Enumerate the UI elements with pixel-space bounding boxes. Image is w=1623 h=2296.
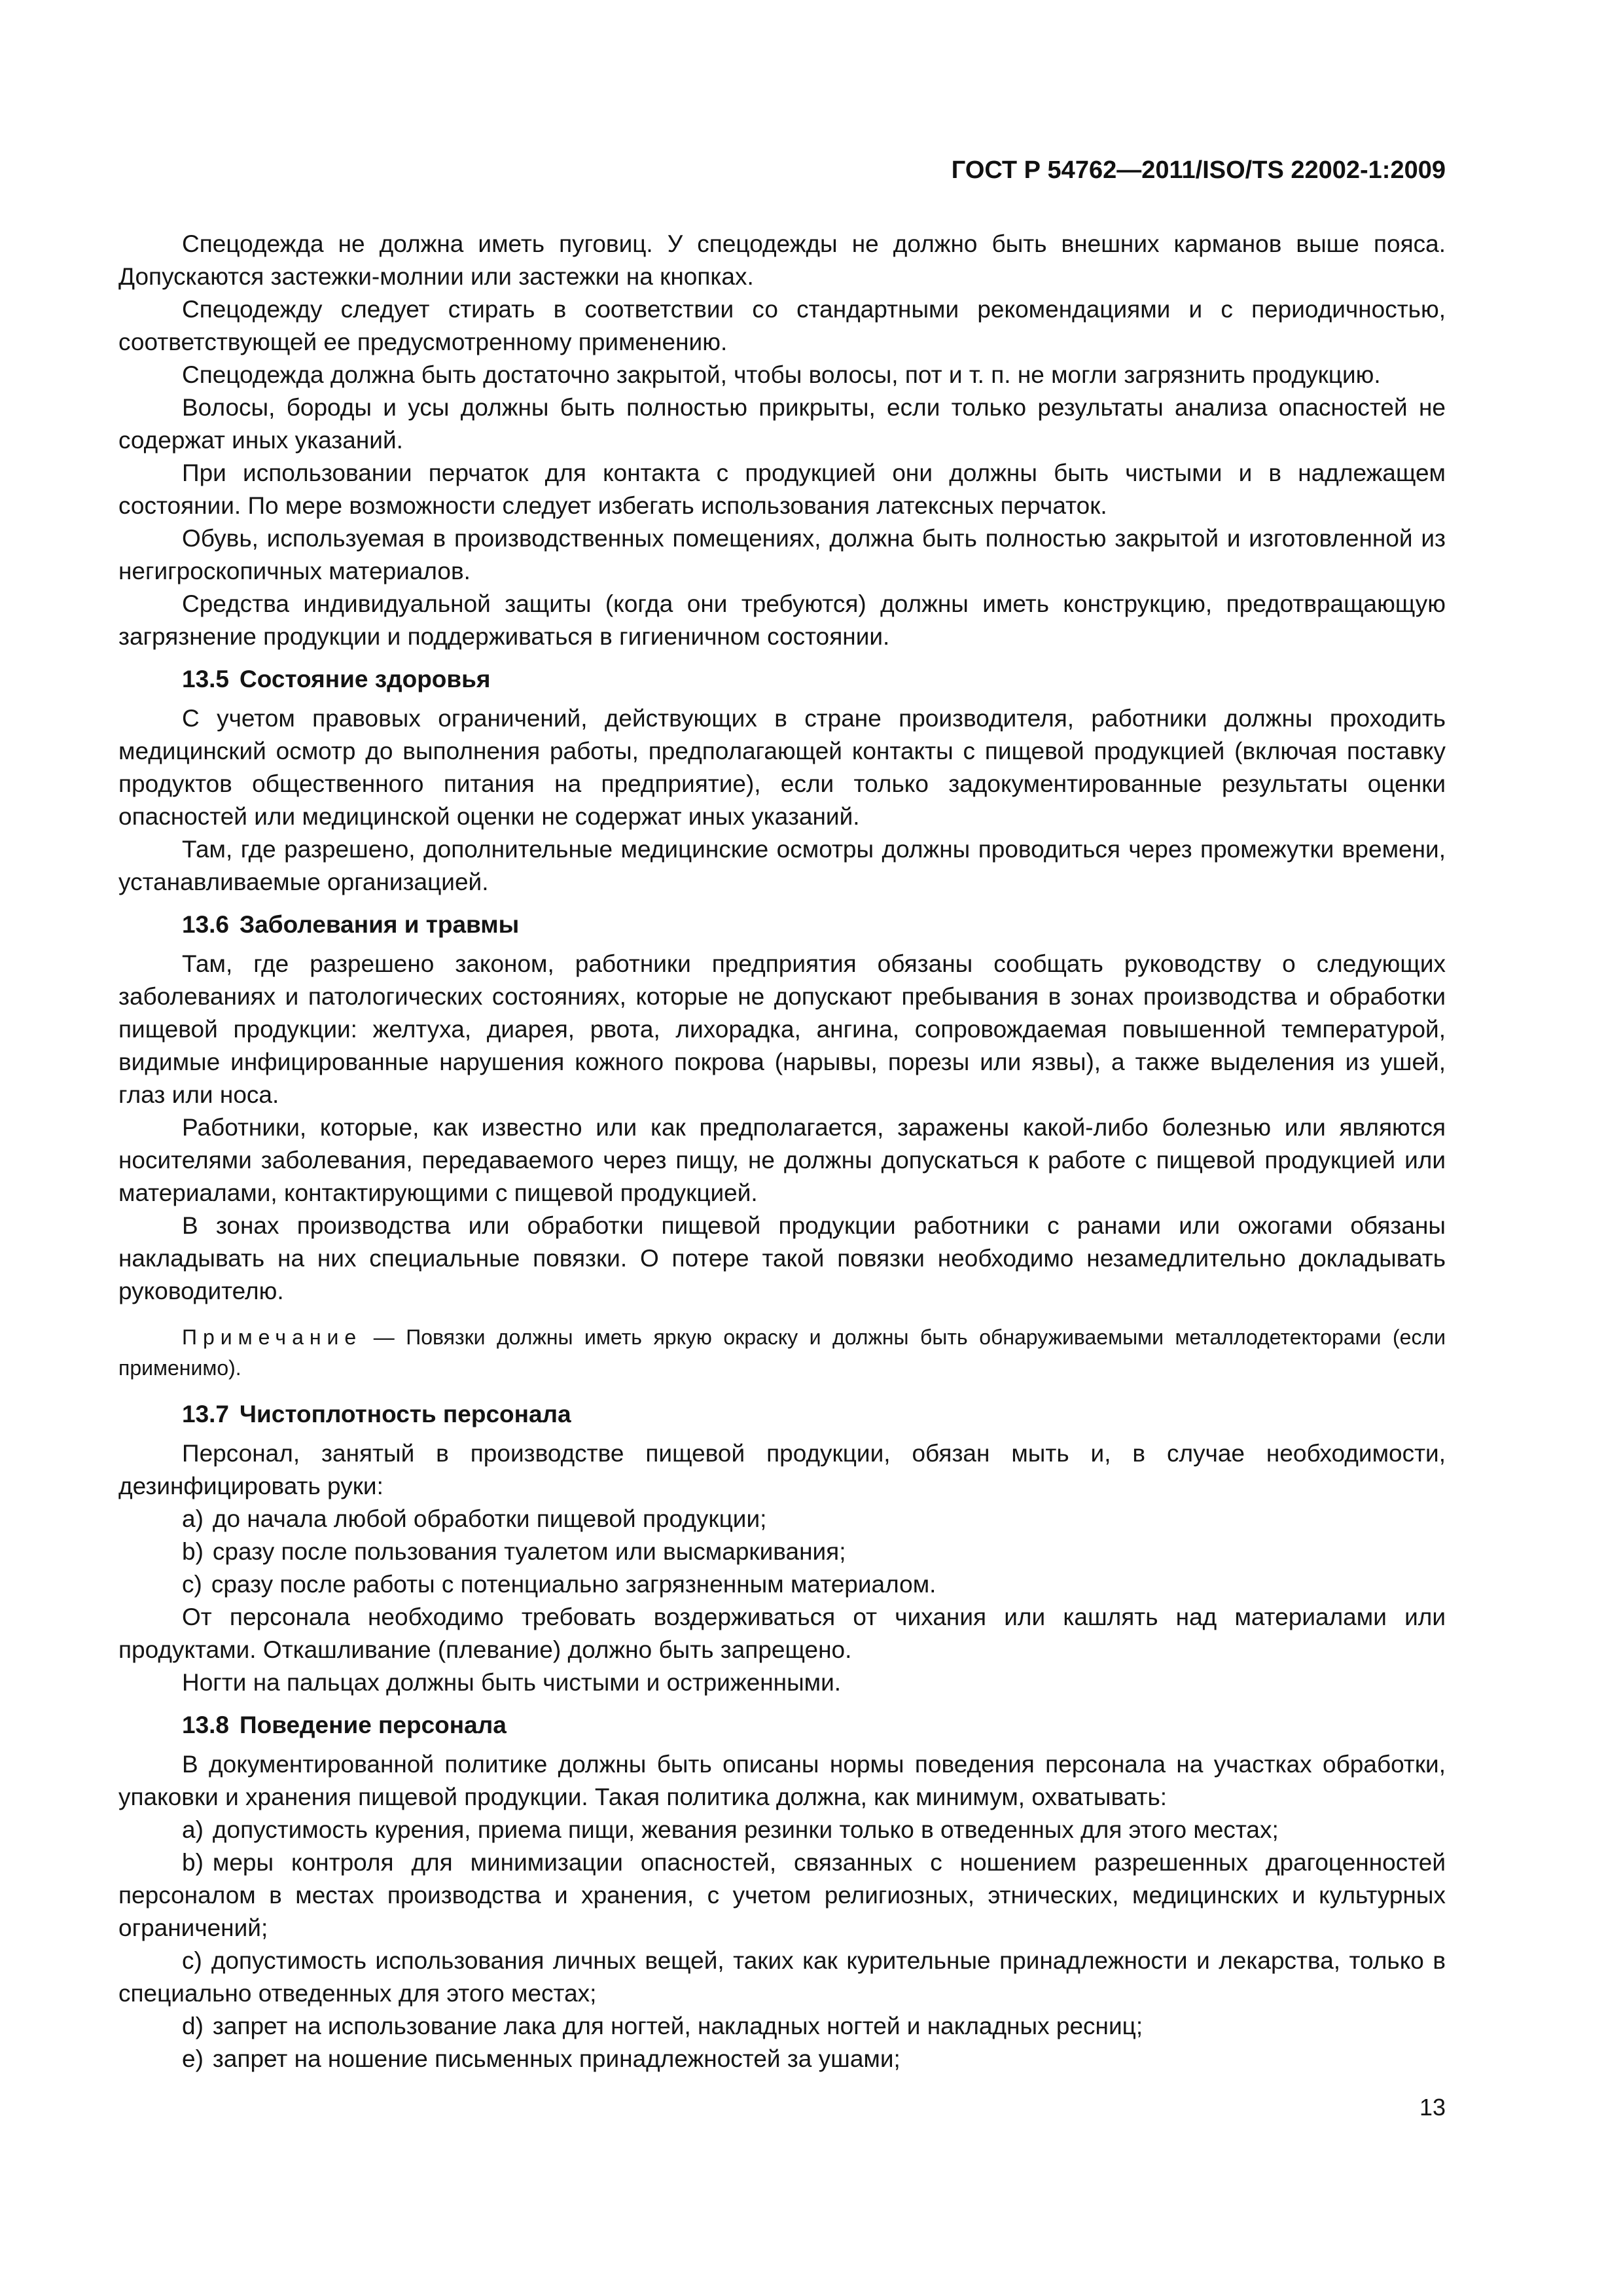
- list-item: [118, 1814, 1446, 1846]
- list-marker: c): [182, 1947, 202, 1974]
- section-title: Заболевания и травмы: [240, 911, 520, 938]
- body-paragraph: В зонах производства или обработки пищевой продукции работники с ранами или ожогами обязаны накладывать на них специальные повязки. О потере такой повязки необходимо незамедлительно докладывать руководителю.: [118, 1212, 1446, 1304]
- list-marker: a): [182, 1505, 204, 1532]
- section-heading-13-5: [118, 663, 1446, 696]
- list-item: [118, 1945, 1446, 2010]
- list-text: допустимость курения, приема пищи, жевания резинки только в отведенных для этого местах;: [212, 1816, 1279, 1843]
- list-text: сразу после работы с потенциально загрязненным материалом.: [211, 1571, 936, 1598]
- list-text: сразу после пользования туалетом или высмаркивания;: [212, 1538, 846, 1565]
- list-text: до начала любой обработки пищевой продукции;: [212, 1505, 767, 1532]
- section-number: 13.7: [182, 1401, 230, 1427]
- body-paragraph: В документированной политике должны быть описаны нормы поведения персонала на участках обработки, упаковки и хранения пищевой продукции. Такая политика должна, как минимум, охватывать:: [118, 1751, 1446, 1810]
- body-paragraph: Работники, которые, как известно или как предполагается, заражены какой-либо болезнью или являются носителями заболевания, передаваемого через пищу, не должны допускаться к работе с пищевой продукцией или материалами, контактирующими с пищевой продукцией.: [118, 1114, 1446, 1206]
- body-paragraph: Спецодежда не должна иметь пуговиц. У спецодежды не должно быть внешних карманов выше пояса. Допускаются застежки-молнии или застежки на кнопках.: [118, 230, 1446, 290]
- list-text: допустимость использования личных вещей, таких как курительные принадлежности и лекарства, только в специально отведенных для этого местах;: [118, 1947, 1446, 2007]
- body-paragraph: С учетом правовых ограничений, действующих в стране производителя, работники должны проходить медицинский осмотр до выполнения работы, предполагающей контакты с пищевой продукцией (включая поставку продуктов общественного питания на предприятие), если только задокументированные результаты оценки опасностей или медицинской оценки не содержат иных указаний.: [118, 705, 1446, 830]
- body-paragraph: Средства индивидуальной защиты (когда они требуются) должны иметь конструкцию, предотвращающую загрязнение продукции и поддерживаться в гигиеничном состоянии.: [118, 590, 1446, 650]
- list-item: [118, 2043, 1446, 2075]
- body-paragraph: Спецодежду следует стирать в соответствии со стандартными рекомендациями и с периодичностью, соответствующей ее предусмотренному применению.: [118, 296, 1446, 355]
- body-paragraph: Волосы, бороды и усы должны быть полностью прикрыты, если только результаты анализа опасностей не содержат иных указаний.: [118, 394, 1446, 454]
- section-heading-13-6: [118, 908, 1446, 941]
- section-number: 13.8: [182, 1712, 230, 1738]
- list-item: [118, 1503, 1446, 1535]
- list-item: [118, 1846, 1446, 1945]
- body-paragraph: Персонал, занятый в производстве пищевой продукции, обязан мыть и, в случае необходимости, дезинфицировать руки:: [118, 1440, 1446, 1499]
- body-paragraph: Там, где разрешено, дополнительные медицинские осмотры должны проводиться через промежутки времени, устанавливаемые организацией.: [118, 836, 1446, 895]
- list-item: [118, 2010, 1446, 2043]
- body-paragraph: Обувь, используемая в производственных помещениях, должна быть полностью закрытой и изготовленной из негигроскопичных материалов.: [118, 525, 1446, 584]
- body-paragraph: При использовании перчаток для контакта с продукцией они должны быть чистыми и в надлежащем состоянии. По мере возможности следует избегать использования латексных перчаток.: [118, 459, 1446, 519]
- note-text: Повязки должны иметь яркую окраску и должны быть обнаруживаемыми металлодетекторами (если применимо).: [118, 1325, 1446, 1380]
- body-paragraph: Ногти на пальцах должны быть чистыми и остриженными.: [182, 1669, 842, 1696]
- section-heading-13-7: [118, 1398, 1446, 1431]
- section-number: 13.6: [182, 911, 230, 938]
- body-paragraph: Там, где разрешено законом, работники предприятия обязаны сообщать руководству о следующих заболеваниях и патологических состояниях, которые не допускают пребывания в зонах производства и обработки пищевой продукции: желтуха, диарея, рвота, лихорадка, ангина, сопровождаемая повышенной температурой, видимые инфицированные нарушения кожного покрова (нарывы, порезы или язвы), а также выделения из ушей, глаз или носа.: [118, 950, 1446, 1108]
- list-marker: b): [182, 1538, 204, 1565]
- section-title: Чистоплотность персонала: [240, 1401, 571, 1427]
- section-number: 13.5: [182, 666, 230, 692]
- list-item: [118, 1535, 1446, 1568]
- list-marker: e): [182, 2045, 204, 2072]
- section-title: Состояние здоровья: [240, 666, 491, 692]
- page-number: 13: [1419, 2094, 1446, 2121]
- list-text: меры контроля для минимизации опасностей, связанных с ношением разрешенных драгоценностей персоналом в местах производства и хранения, с учетом религиозных, этнических, медицинских и культурных ограничений;: [118, 1849, 1446, 1941]
- list-marker: a): [182, 1816, 204, 1843]
- note: [118, 1322, 1446, 1384]
- list-text: запрет на использование лака для ногтей, накладных ногтей и накладных ресниц;: [212, 2013, 1143, 2039]
- note-label: Примечание: [182, 1325, 363, 1349]
- list-marker: d): [182, 2013, 204, 2039]
- note-dash: —: [362, 1325, 406, 1349]
- list-item: [118, 1568, 1446, 1601]
- list-marker: c): [182, 1571, 202, 1598]
- page-body: [118, 228, 1446, 2075]
- section-heading-13-8: [118, 1709, 1446, 1742]
- standard-header: ГОСТ Р 54762—2011/ISO/TS 22002-1:2009: [951, 156, 1446, 184]
- body-paragraph: Спецодежда должна быть достаточно закрытой, чтобы волосы, пот и т. п. не могли загрязнить продукцию.: [182, 361, 1381, 388]
- list-text: запрет на ношение письменных принадлежностей за ушами;: [212, 2045, 901, 2072]
- list-marker: b): [182, 1849, 204, 1876]
- body-paragraph: От персонала необходимо требовать воздерживаться от чихания или кашлять над материалами или продуктами. Откашливание (плевание) должно быть запрещено.: [118, 1604, 1446, 1663]
- section-title: Поведение персонала: [240, 1712, 507, 1738]
